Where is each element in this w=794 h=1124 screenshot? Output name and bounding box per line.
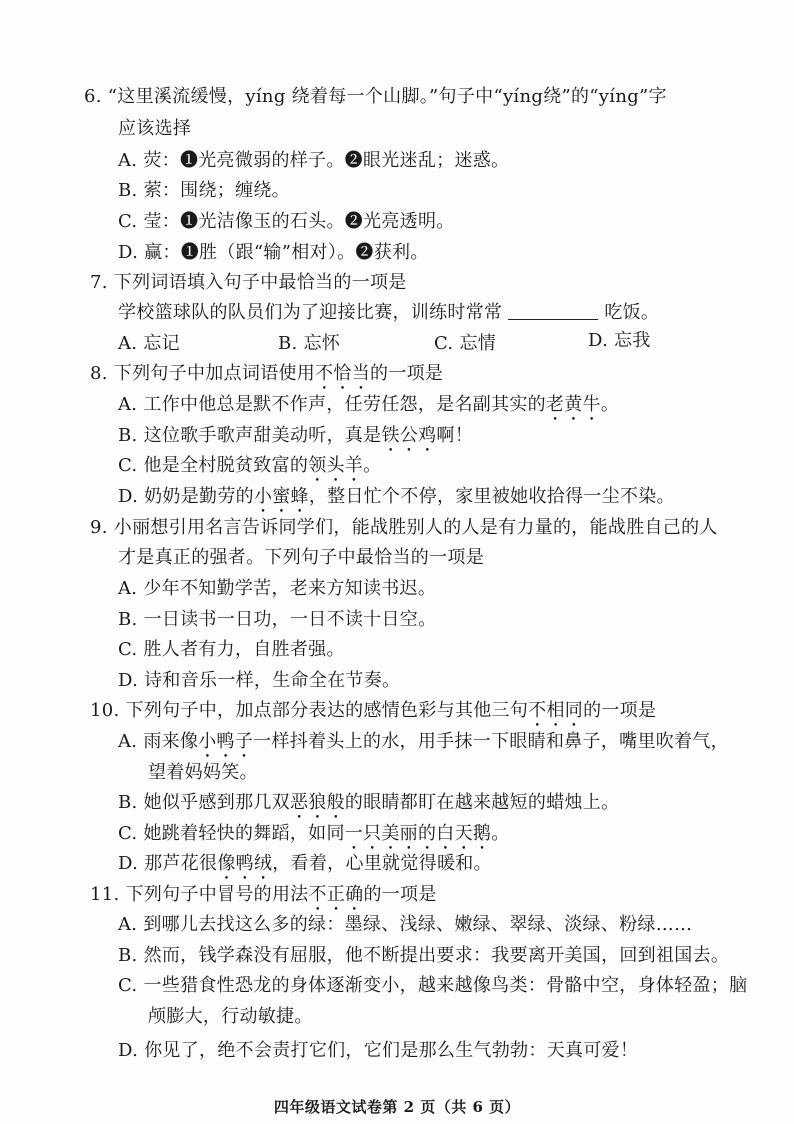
q8-option-b-emphasis: 铁公鸡 [381, 425, 437, 446]
q8-stem [90, 363, 443, 394]
q10-option-c-emphasis: 一只美丽的白天鹅 [344, 823, 492, 844]
q7-option-b: B. 忘怀 [278, 333, 341, 354]
q8-option-c-end: 。 [363, 455, 382, 476]
q10-option-b-text: B. 她似乎感到那几双 [118, 792, 290, 813]
q10-option-b [118, 792, 619, 823]
q8-stem-text-a: 8. 下列句子中加点词语使用 [90, 363, 316, 384]
q8-stem-emphasis: 不恰当 [315, 363, 371, 384]
q9-stem-line1: 9. 小丽想引用名言告诉同学们，能战胜别人的人是有力量的，能战胜自己的人 [90, 517, 718, 538]
q7-option-a: A. 忘记 [118, 333, 180, 354]
q8-option-a-end: 。 [600, 394, 620, 415]
q10-option-c [118, 823, 510, 854]
q6-option-a: A. 荧：❶光亮微弱的样子。❷眼光迷乱；迷惑。 [118, 150, 510, 171]
q8-stem-text-b: 的一项是 [370, 363, 444, 384]
q11-option-c: C. 一些猎食性恐龙的身体逐渐变小，越来越像鸟类：骨骼中空，身体轻盈；脑 [118, 975, 748, 996]
page-footer: 四年级语文试卷第 2 页（共 6 页） [273, 1098, 521, 1116]
q8-option-c [118, 455, 381, 486]
q8-option-c-emphasis: 领头羊 [308, 455, 364, 476]
q11-option-a: A. 到哪儿去找这么多的绿：墨绿、浅绿、嫩绿、翠绿、淡绿、粉绿…… [118, 914, 693, 935]
q9-option-b: B. 一日读书一日功，一日不读十日空。 [118, 609, 437, 630]
q9-option-a: A. 少年不知勤学苦，老来方知读书迟。 [118, 578, 437, 599]
q11-option-d: D. 你见了，绝不会责打它们，它们是那么生气勃勃：天真可爱！ [118, 1040, 639, 1061]
q9-option-c: C. 胜人者有力，自胜者强。 [118, 639, 345, 660]
q10-option-a [118, 731, 729, 762]
q8-option-d [118, 486, 675, 517]
q10-option-a-end: 一样抖着头上的水，用手抹一下眼睛和鼻子，嘴里吹着气， [253, 731, 729, 752]
q8-option-b-end: 啊！ [436, 425, 473, 446]
q10-option-d-text: D. 那芦花很 [118, 853, 218, 874]
q9-stem-line2: 才是真正的强者。下列句子中最恰当的一项是 [118, 547, 484, 568]
q10-option-b-emphasis: 恶狼般 [289, 792, 345, 813]
q6-option-b: B. 萦：围绕；缠绕。 [118, 180, 290, 201]
q7-answer-blank [508, 303, 598, 320]
q11-option-c-cont: 颅膨大，行动敏捷。 [148, 1006, 313, 1027]
q11-stem-emphasis: 不正确 [308, 884, 364, 905]
q10-option-a-cont: 望着妈妈笑。 [148, 762, 258, 783]
q7-sentence-before: 学校篮球队的队员们为了迎接比赛，训练时常常 [118, 302, 503, 323]
q10-option-d [118, 853, 492, 884]
q8-option-a-text: A. 工作中他总是默不作声，任劳任怨，是名副其实的 [118, 394, 546, 415]
q8-option-d-end: ，整日忙个不停，家里被她收拾得一尘不染。 [308, 486, 675, 507]
q8-option-d-text: D. 奶奶是勤劳的 [118, 486, 254, 507]
q10-option-b-end: 的眼睛都盯在越来越短的蜡烛上。 [344, 792, 620, 813]
q8-option-b-text: B. 这位歌手歌声甜美动听，真是 [118, 425, 382, 446]
q10-option-c-text: C. 她跳着轻快的舞蹈，如同 [118, 823, 345, 844]
q9-option-d: D. 诗和音乐一样，生命全在节奏。 [118, 670, 401, 691]
q8-option-b [118, 425, 473, 456]
q6-option-c: C. 莹：❶光洁像玉的石头。❷光亮透明。 [118, 211, 455, 232]
q7-option-d: D. 忘我 [588, 330, 651, 351]
q8-option-d-emphasis: 小蜜蜂 [253, 486, 309, 507]
q11-stem-text-a: 11. 下列句子中冒号的用法 [90, 884, 309, 905]
q8-option-a [118, 394, 619, 425]
q7-stem: 7. 下列词语填入句子中最恰当的一项是 [90, 272, 407, 293]
q10-stem-text-a: 10. 下列句子中，加点部分表达的感情色彩与其他三句 [90, 700, 529, 721]
q10-option-a-emphasis: 小鸭子 [198, 731, 254, 752]
q8-option-a-emphasis: 老黄牛 [545, 394, 601, 415]
q10-option-c-end: 。 [491, 823, 510, 844]
q11-stem [90, 884, 437, 915]
q6-stem-line2: 应该选择 [118, 118, 192, 139]
q10-option-d-emphasis: 像鸭绒 [217, 853, 273, 874]
q10-option-d-end: ，看着，心里就觉得暖和。 [272, 853, 492, 874]
q6-stem-line1: 6. “这里溪流缓慢，yíng 绕着每一个山脚。”句子中“yíng绕”的“yíng”字 [84, 86, 667, 107]
q7-sentence-after: 吃饭。 [604, 302, 660, 323]
q8-option-c-text: C. 他是全村脱贫致富的 [118, 455, 309, 476]
q11-stem-text-b: 的一项是 [363, 884, 437, 905]
q11-option-b: B. 然而，钱学森没有屈服，他不断提出要求：我要离开美国，回到祖国去。 [118, 945, 730, 966]
q10-stem-emphasis: 不相同 [528, 700, 584, 721]
q10-stem-text-b: 的一项是 [583, 700, 657, 721]
q7-option-c: C. 忘情 [434, 333, 497, 354]
q7-sentence [118, 302, 659, 324]
q10-stem [90, 700, 656, 731]
q10-option-a-text: A. 雨来像 [118, 731, 199, 752]
q6-option-d: D. 赢：❶胜（跟“输”相对）。❷获利。 [118, 242, 429, 263]
